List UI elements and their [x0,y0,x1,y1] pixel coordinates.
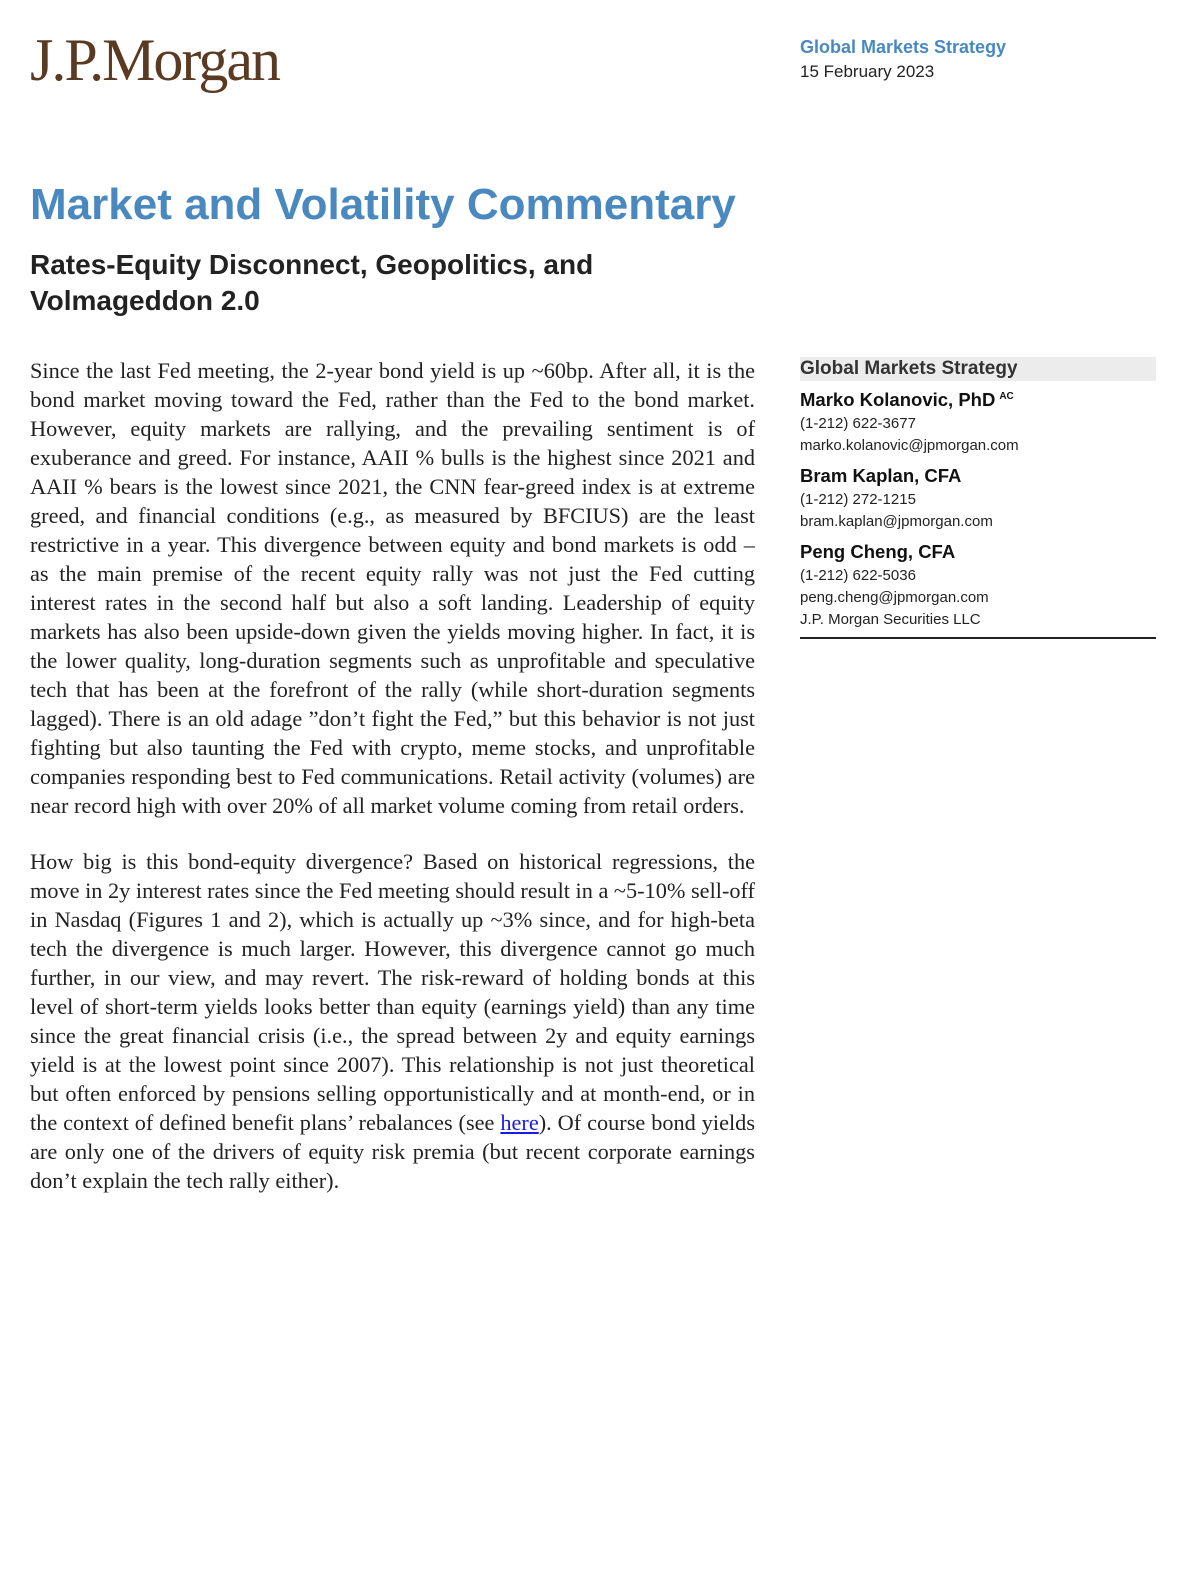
legal-entity: J.P. Morgan Securities LLC [800,611,981,628]
page-title: Market and Volatility Commentary [30,180,736,229]
paragraph-2-text-b: ). Of course bond yields are only one of the drivers of equity risk premia (but recent corporate earnings don’t explain the tech rally either). [30,1110,755,1193]
department-label: Global Markets Strategy [800,37,1007,57]
page-subtitle: Rates-Equity Disconnect, Geopolitics, and Volmageddon 2.0 [30,249,594,316]
author-email[interactable]: marko.kolanovic@jpmorgan.com [800,437,1019,454]
paragraph-1: Since the last Fed meeting, the 2-year bond yield is up ~60bp. After all, it is the bond market moving toward the Fed, rather than the Fed to the bond market. However, equity markets are rallying, and the prevailing sentiment is of exuberance and greed. For instance, AAII % bulls is the highest since 2021 and AAII % bears is the lowest since 2021, the CNN fear-greed index is at extreme greed, and financial conditions (e.g., as measured by BFCIUS) are the least restrictive in a year. This divergence between equity and bond markets is odd – as the main premise of the recent equity rally was not just the Fed cutting interest rates in the second half but also a soft landing. Leadership of equity markets has also been upside-down given the yields moving higher. In fact, it is the lower quality, long-duration segments such as unprofitable and speculative tech that has been at the forefront of the rally (while short-duration segments lagged). There is an old adage ”don’t fight the Fed,” but this behavior is not just fighting but also taunting the Fed with crypto, meme stocks, and unprofitable companies responding best to Fed communications. Retail activity (volumes) are near record high with over 20% of all market volume coming from retail orders. [30,358,755,818]
report-date: 15 February 2023 [800,62,935,81]
author-name [800,389,1156,411]
here-link[interactable]: here [500,1110,539,1135]
author-sidebar [800,357,1156,639]
author-phone: (1-212) 622-5036 [800,567,916,584]
sidebar-header: Global Markets Strategy [800,357,1156,381]
jpmorgan-logo: J.P.Morgan [30,27,279,93]
sidebar-divider [800,637,1156,639]
author-card [800,465,1156,533]
author-name: Peng Cheng, CFA [800,541,956,562]
author-name: Bram Kaplan, CFA [800,465,962,486]
author-email[interactable]: peng.cheng@jpmorgan.com [800,589,989,606]
author-email[interactable]: bram.kaplan@jpmorgan.com [800,513,993,530]
author-card [800,389,1156,457]
author-phone: (1-212) 272-1215 [800,491,916,508]
author-card [800,541,1156,631]
report-header-info [800,37,1006,82]
paragraph-2-text-a: How big is this bond-equity divergence? Based on historical regressions, the move in 2y interest rates since the Fed meeting should result in a ~5-10% sell-off in Nasdaq (Figures 1 and 2), which is actually up ~3% since, and for high-beta tech the divergence is much larger. However, this divergence cannot go much further, in our view, and may revert. The risk-reward of holding bonds at this level of short-term yields looks better than equity (earnings yield) than any time since the great financial crisis (i.e., the spread between 2y and equity earnings yield is at the lowest point since 2007). This relationship is not just theoretical but often enforced by pensions selling opportunistically and at month-end, or in the context of defined benefit plans’ rebalances (see [30,849,755,1135]
author-name-text: Marko Kolanovic, PhD [800,389,996,410]
article-body [30,356,755,1222]
analyst-certification-mark: AC [999,390,1014,402]
paragraph-2 [30,847,755,1195]
author-phone: (1-212) 622-3677 [800,415,916,432]
